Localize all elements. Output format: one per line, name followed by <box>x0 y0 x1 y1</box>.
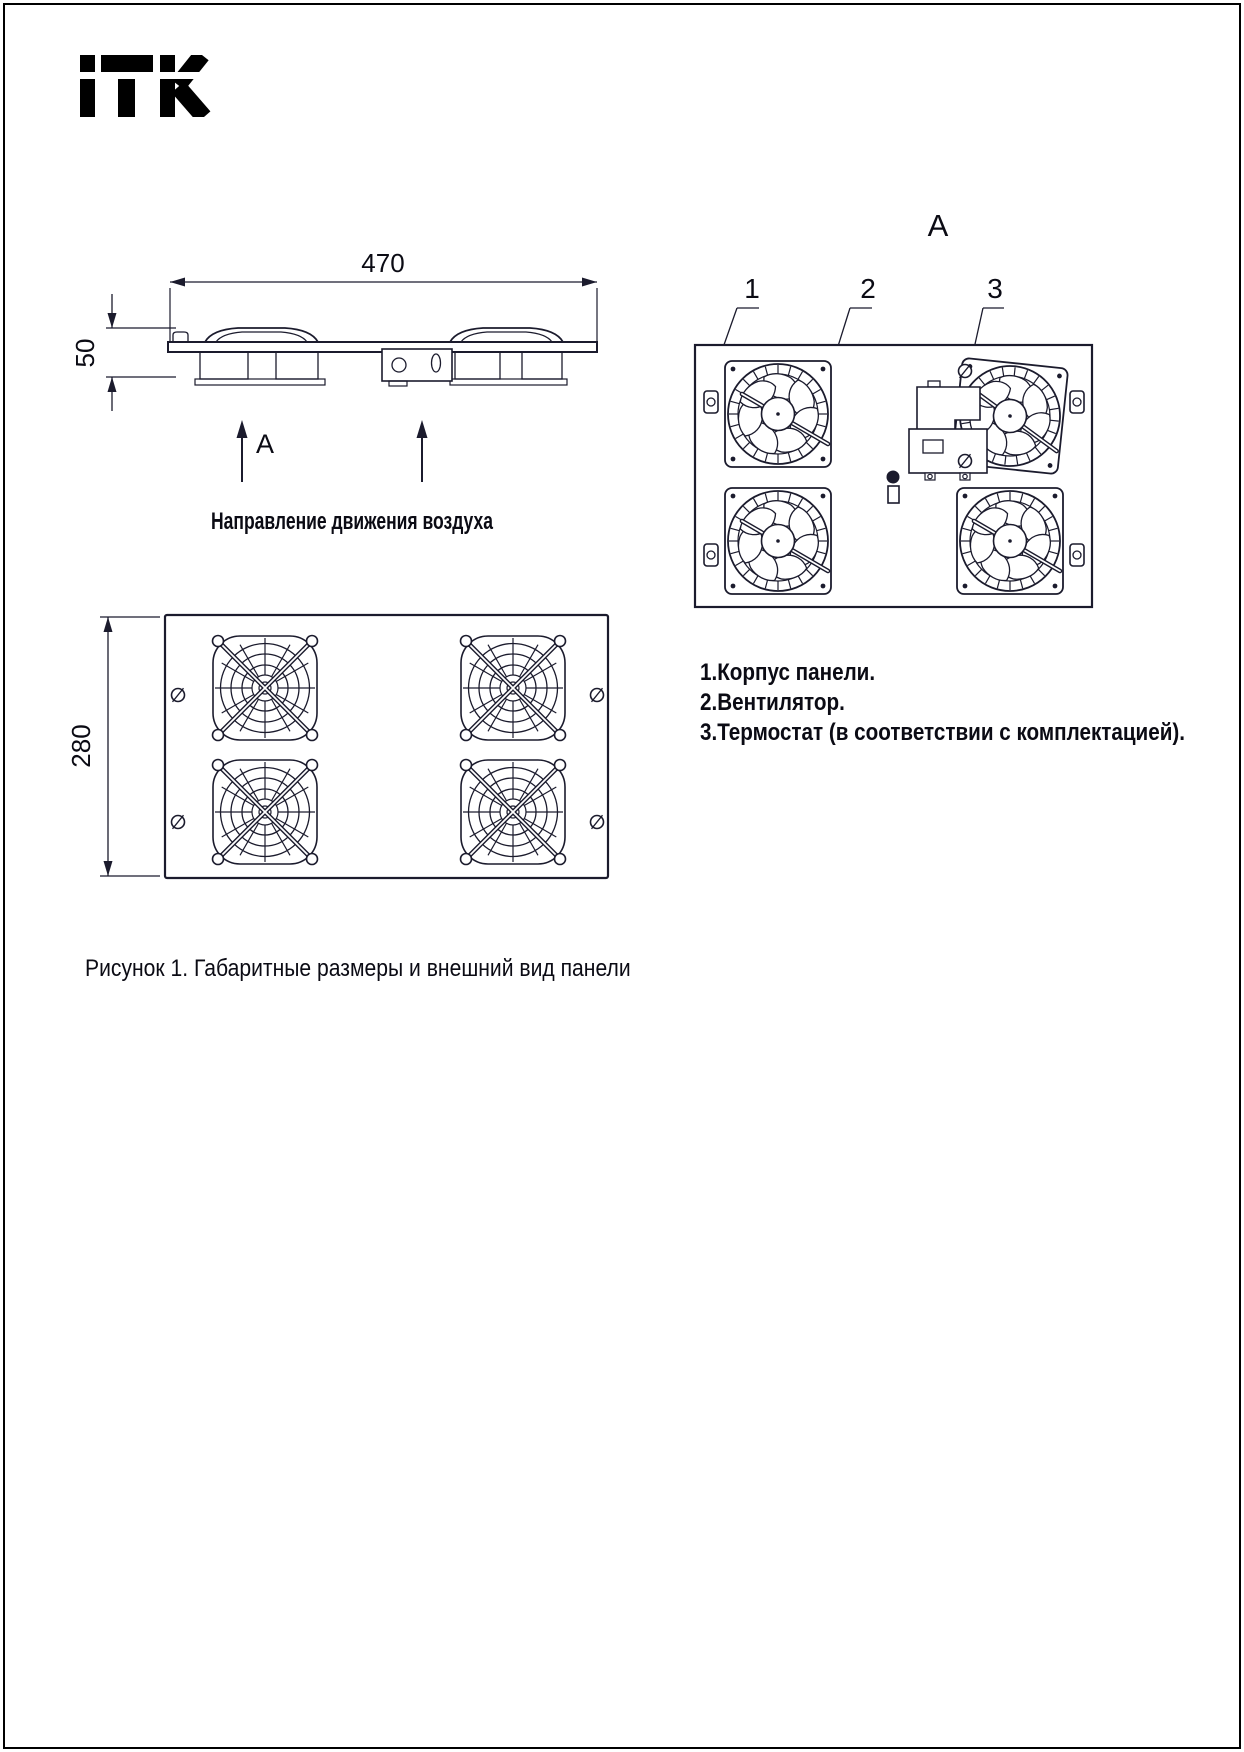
legend-item-3: 3.Термостат (в соответствии с комплектацией). <box>700 719 1186 746</box>
fan-screw <box>959 364 972 378</box>
fan <box>725 361 831 467</box>
dimension-height-50 <box>70 294 176 411</box>
dim-height-value: 280 <box>66 724 96 768</box>
section-arrow-left <box>237 420 248 438</box>
fan-housings-left <box>195 352 325 385</box>
mounting-clip <box>1070 544 1084 566</box>
itk-logo-letters <box>80 55 204 117</box>
panel-screw <box>591 815 604 829</box>
mounting-clip <box>704 544 718 566</box>
air-direction-label: Направление движения воздуха <box>211 508 494 535</box>
panel-screw <box>591 688 604 702</box>
fan-grille <box>213 760 318 865</box>
legend-item-1: 1.Корпус панели. <box>700 659 876 686</box>
key-symbol <box>887 471 900 504</box>
thermostat <box>909 381 987 480</box>
panel-screw <box>172 688 185 702</box>
dim-width-value: 470 <box>361 248 405 278</box>
dimension-width-470 <box>170 248 597 352</box>
fan-housings-right <box>450 352 567 385</box>
switch-box <box>382 349 452 386</box>
fan-grille <box>213 636 318 741</box>
dim-height-value: 50 <box>70 338 100 368</box>
callout-2-number: 2 <box>860 273 876 304</box>
fan <box>725 488 831 594</box>
fan-screw <box>959 454 972 468</box>
logo-slice <box>80 72 214 79</box>
side-view-drawing <box>60 230 620 545</box>
panel-screw <box>172 815 185 829</box>
panel-side-profile <box>168 328 597 386</box>
section-arrow-right <box>417 420 428 438</box>
section-arrows <box>237 420 428 482</box>
section-view-title: A <box>927 208 949 243</box>
dimension-height-280 <box>66 617 160 876</box>
mounting-clip <box>704 391 718 413</box>
callout-1-number: 1 <box>744 273 760 304</box>
fan-dome-left <box>205 328 318 342</box>
mount-tab <box>173 332 188 342</box>
itk-logo <box>80 55 214 117</box>
legend-item-2: 2.Вентилятор. <box>700 689 845 716</box>
fan-dome-right <box>450 328 563 342</box>
section-a-drawing <box>680 180 1110 620</box>
dim-arrow-left <box>170 278 185 287</box>
fan <box>957 488 1063 594</box>
dim-arrow-right <box>582 278 597 287</box>
fan-grille <box>461 636 566 741</box>
callout-3-number: 3 <box>987 273 1003 304</box>
mounting-clip <box>1070 391 1084 413</box>
legend <box>700 658 1185 748</box>
fan-grille <box>461 760 566 865</box>
front-view-drawing <box>60 600 630 895</box>
section-arrow-label: A <box>256 429 275 459</box>
figure-caption: Рисунок 1. Габаритные размеры и внешний вид панели <box>85 955 631 982</box>
